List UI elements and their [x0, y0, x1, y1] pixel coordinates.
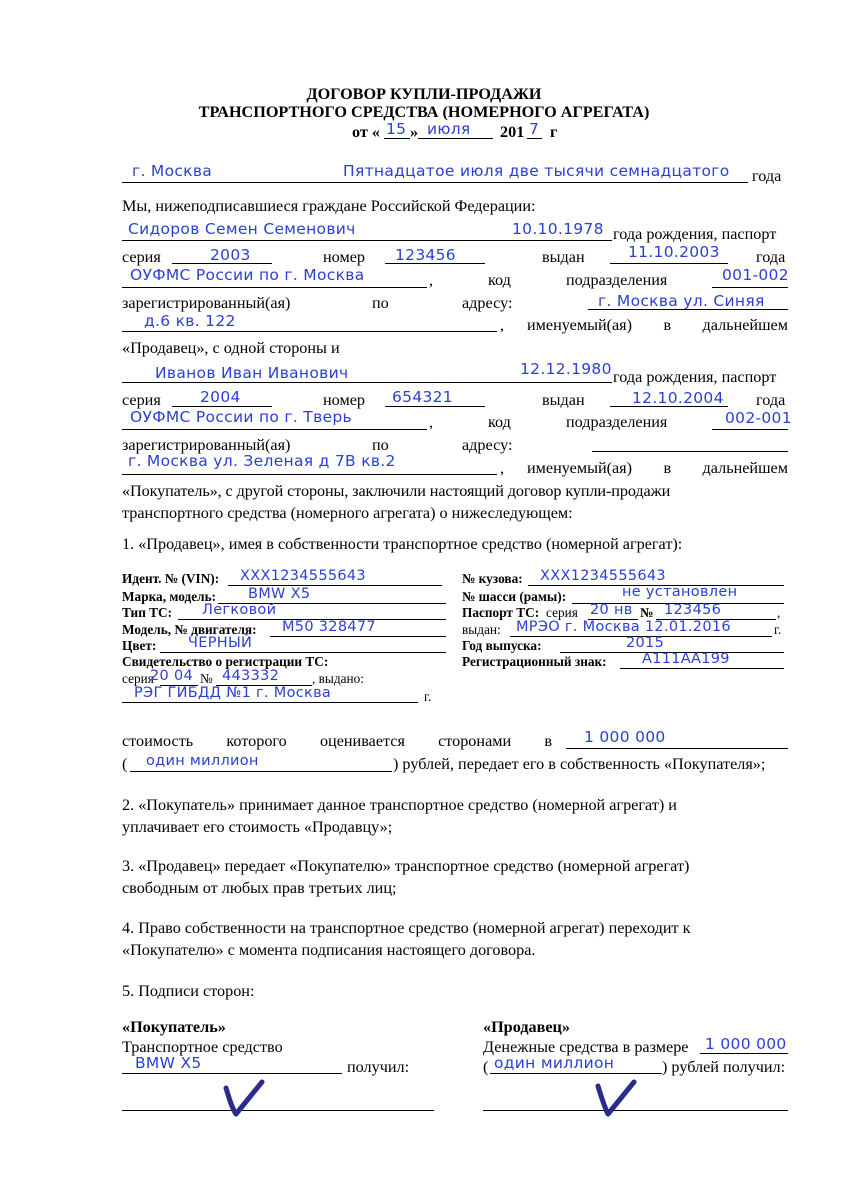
engine-underline	[270, 636, 446, 637]
buyer-issued-suffix: года	[756, 391, 786, 409]
date-month: июля	[427, 120, 471, 138]
buyer-birth: 12.12.1980	[520, 360, 612, 378]
date-year-digit: 7	[529, 120, 540, 138]
chassis-value: не установлен	[622, 584, 738, 600]
seller-signature-text: Денежные средства в размере	[483, 1038, 689, 1056]
cost-amount-underline	[566, 748, 788, 749]
cost-close: ) рублей, передает его в собственность «Покупателя»;	[393, 755, 766, 773]
buyer-birth-suffix: года рождения, паспорт	[613, 368, 777, 386]
title-line-2: ТРАНСПОРТНОГО СРЕДСТВА (НОМЕРНОГО АГРЕГАТА)	[198, 103, 650, 121]
place-underline	[122, 182, 748, 183]
color-underline	[160, 652, 446, 653]
buyer-code-label: код	[488, 413, 511, 431]
seller-issued-underline	[610, 263, 728, 264]
vin-value: XXX1234555643	[240, 568, 366, 584]
year-label: Год выпуска:	[462, 638, 542, 653]
buyer-signature-heading: «Покупатель»	[122, 1018, 226, 1036]
buyer-vehicle-underline	[122, 1073, 342, 1074]
plate-label: Регистрационный знак:	[462, 654, 607, 669]
engine-value: M50 328477	[282, 619, 376, 635]
color-value: ЧЕРНЫЙ	[188, 635, 253, 651]
buyer-issued-label: выдан	[542, 391, 585, 409]
buyer-name-underline	[122, 382, 612, 383]
seller-subdivision-label: подразделения	[566, 271, 668, 289]
cost-amount-words: один миллион	[146, 753, 259, 769]
color-label: Цвет:	[122, 638, 157, 653]
seller-amount-underline	[700, 1053, 788, 1054]
date-month-underline	[418, 138, 493, 139]
clause-3-line-1: 3. «Продавец» передает «Покупателю» транспортное средство (номерной агрегат)	[122, 857, 690, 875]
clause-4-line-1: 4. Право собственности на транспортное средство (номерной агрегат) переходит к	[122, 919, 691, 937]
buyer-subdivision-label: подразделения	[566, 413, 668, 431]
buyer-code-underline	[712, 429, 788, 430]
type-label: Тип ТС:	[122, 605, 173, 620]
cost-words-underline	[130, 771, 392, 772]
seller-issuer-underline	[122, 287, 427, 288]
seller-address-1: г. Москва ул. Синяя	[598, 292, 765, 310]
buyer-number-underline	[385, 406, 485, 407]
date-year-underline	[527, 138, 542, 139]
buyer-address-underline-2	[122, 474, 497, 475]
body-value: XXX1234555643	[540, 568, 666, 584]
cert-number: 443332	[222, 668, 280, 684]
buyer-role-line-2: транспортного средства (номерного агрегата) о нижеследующем:	[122, 504, 573, 522]
seller-series-label: серия	[122, 248, 161, 266]
pts-number: 123456	[664, 602, 722, 618]
pts-series: 20 нв	[590, 602, 633, 618]
seller-birth-suffix: года рождения, паспорт	[613, 225, 777, 243]
buyer-signature-line	[122, 1110, 434, 1111]
title-line-1: ДОГОВОР КУПЛИ-ПРОДАЖИ	[306, 85, 542, 103]
seller-received: ) рублей получил:	[662, 1058, 786, 1076]
pts-issuer: МРЭО г. Москва 12.01.2016	[516, 619, 731, 635]
contract-page: ДОГОВОР КУПЛИ-ПРОДАЖИ ТРАНСПОРТНОГО СРЕДСТВА (НОМЕРНОГО АГРЕГАТА) от « 15 » июля 201 7 г г. Москва Пятнадцатое июля две тысячи семнадцатого года Мы, нижеподписавшиеся граждане Российской Федерации: Сидоров Семен Семенович 10.10.1978 года рождения, паспорт серия 2003 номер 123456 выдан 11.10.2003 года ОУФМС России по г. Москва , код подразделения 001-002 зарегистрированный(ая) по адресу: г. Москва ул. Синяя д.6 кв. 122 , именуемый(ая) в дальнейшем «Продавец», с одной стороны и Иванов Иван Иванович 12.12.1980 года рождения, паспорт серия 2004 номер 654321 выдан 12.10.2004 года ОУФМС России по г. Тверь , код подразделения 002-001 зарегистрированный(ая) по адресу: г. Москва ул. Зеленая д 7В кв.2 , именуемый(ая) в дальнейшем «Покупатель», с другой стороны, заключили настоящий договор купли-продажи транспортного средства (номерного агрегата) о нижеследующем: 1. «Продавец», имея в собственности транспортное средство (номерной агрегат): Идент. № (VIN): XXX1234555643 Марка, модель: BMW X5 Тип ТС: Легковой Модель, № двигателя: M50 328477 Цвет: ЧЕРНЫЙ Свидетельство о регистрации ТС: серия 20 04 № 443332 , выдано: РЭГ ГИБДД №1 г. Москва г. № кузова: XXX1234555643 № шасси (рамы): не установлен Паспорт ТС: серия 20 нв № 123456 , выдан: МРЭО г. Москва 12.01.2016 г. Год выпуска: 2015 Регистрационный знак: А111АА199 стоимость которого оценивается сторонами в 1 000 000 ( один миллион ) рублей, передает его в собственность «Покупателя»; 2. «Покупатель» принимает данное транспортное средство (номерной агрегат) и уплачивает его стоимость «Продавцу»; 3. «Продавец» передает «Покупателю» транспортное средство (номерной агрегат) свободным от любых прав третьих лиц; 4. Право собственности на транспортное средство (номерной агрегат) переходит к «Покупателю» с момента подписания настоящего договора. 5. Подписи сторон: «Покупатель» Транспортное средство BMW X5 получил: «Продавец» Денежные средства в размере 1 000 000 ( один миллион ) рублей получил:	[0, 0, 848, 1200]
date-day: 15	[386, 120, 407, 138]
seller-code: 001-002	[722, 266, 789, 284]
vin-label: Идент. № (VIN):	[122, 571, 220, 586]
place-city: г. Москва	[132, 162, 213, 180]
clause-4-line-2: «Покупателю» с момента подписания настоящего договора.	[122, 941, 536, 959]
cert-issuer-underline	[122, 702, 418, 703]
buyer-issuer-underline	[122, 429, 427, 430]
seller-amount-words-underline	[490, 1073, 662, 1074]
type-value: Легковой	[202, 602, 277, 618]
buyer-name: Иванов Иван Иванович	[155, 364, 349, 382]
seller-code-underline	[712, 287, 788, 288]
seller-issuer: ОУФМС России по г. Москва	[130, 266, 365, 284]
cost-phrase: стоимость которого оценивается сторонами в	[122, 732, 552, 750]
date-year-suffix: г	[550, 123, 558, 141]
clause-2-line-2: уплачивает его стоимость «Продавцу»;	[122, 818, 393, 836]
pts-issued-label: выдан:	[462, 622, 501, 637]
buyer-series-underline	[172, 406, 272, 407]
cert-issuer: РЭГ ГИБДД №1 г. Москва	[134, 685, 332, 701]
seller-signature-amount: 1 000 000	[705, 1035, 787, 1053]
buyer-issued-date: 12.10.2004	[632, 389, 724, 407]
buyer-address-underline-1	[592, 451, 788, 452]
buyer-number-label: номер	[323, 391, 365, 409]
buyer-address: г. Москва ул. Зеленая д 7В кв.2	[128, 452, 396, 470]
place-date-words: Пятнадцатое июля две тысячи семнадцатого	[343, 162, 730, 180]
cert-label: Свидетельство о регистрации ТС:	[122, 654, 329, 669]
buyer-signature-mark	[220, 1078, 268, 1120]
intro-text: Мы, нижеподписавшиеся граждане Российской Федерации:	[122, 197, 536, 215]
seller-address-underline-2	[122, 331, 497, 332]
buyer-signature-vehicle: BMW X5	[135, 1054, 202, 1072]
seller-issued-suffix: года	[756, 248, 786, 266]
seller-name: Сидоров Семен Семенович	[128, 220, 356, 238]
seller-code-label: код	[488, 271, 511, 289]
seller-signature-heading: «Продавец»	[483, 1018, 570, 1036]
seller-issued-label: выдан	[542, 248, 585, 266]
clause-1: 1. «Продавец», имея в собственности транспортное средство (номерной агрегат):	[122, 535, 683, 553]
buyer-series: 2004	[200, 388, 241, 406]
cert-series: 20 04	[150, 668, 194, 684]
seller-issued-date: 11.10.2003	[628, 243, 720, 261]
buyer-named-phrase: именуемый(ая) в дальнейшем	[527, 459, 788, 477]
seller-address-2: д.6 кв. 122	[144, 312, 236, 330]
buyer-code: 002-001	[725, 409, 792, 427]
seller-signature-mark	[592, 1078, 640, 1120]
seller-reg-label: зарегистрированный(ая)	[122, 294, 291, 312]
buyer-signature-text: Транспортное средство	[122, 1038, 283, 1056]
seller-named-phrase: именуемый(ая) в дальнейшем	[527, 316, 788, 334]
year-value: 2015	[626, 635, 665, 651]
body-label: № кузова:	[462, 571, 523, 586]
cert-series-label: серия	[122, 671, 154, 686]
buyer-number: 654321	[392, 388, 453, 406]
cost-amount: 1 000 000	[584, 728, 666, 746]
clause-3-line-2: свободным от любых прав третьих лиц;	[122, 879, 397, 897]
engine-label: Модель, № двигателя:	[122, 622, 257, 637]
buyer-issuer: ОУФМС России по г. Тверь	[130, 408, 352, 426]
date-prefix: от «	[352, 123, 380, 141]
make-label: Марка, модель:	[122, 589, 217, 604]
plate-value: А111АА199	[642, 651, 730, 667]
date-day-underline	[384, 138, 410, 139]
place-suffix: года	[752, 167, 782, 185]
date-mid: »	[410, 123, 419, 141]
chassis-label: № шасси (рамы):	[462, 589, 567, 604]
clause-2-line-1: 2. «Покупатель» принимает данное транспортное средство (номерной агрегат) и	[122, 796, 677, 814]
make-value: BMW X5	[248, 586, 311, 602]
seller-birth: 10.10.1978	[512, 220, 604, 238]
date-year-prefix: 201	[500, 123, 525, 141]
seller-name-underline	[122, 240, 612, 241]
plate-underline	[620, 668, 784, 669]
seller-signature-amount-words: один миллион	[494, 1054, 615, 1072]
seller-number-label: номер	[323, 248, 365, 266]
buyer-role-line-1: «Покупатель», с другой стороны, заключили настоящий договор купли-продажи	[122, 482, 671, 500]
buyer-series-label: серия	[122, 391, 161, 409]
clause-5: 5. Подписи сторон:	[122, 982, 255, 1000]
buyer-received: получил:	[347, 1058, 410, 1076]
seller-role-line: «Продавец», с одной стороны и	[122, 339, 340, 357]
buyer-reg-label: зарегистрированный(ая)	[122, 436, 291, 454]
seller-series: 2003	[210, 246, 251, 264]
pts-label: Паспорт ТС:	[462, 605, 540, 620]
seller-number: 123456	[395, 246, 456, 264]
